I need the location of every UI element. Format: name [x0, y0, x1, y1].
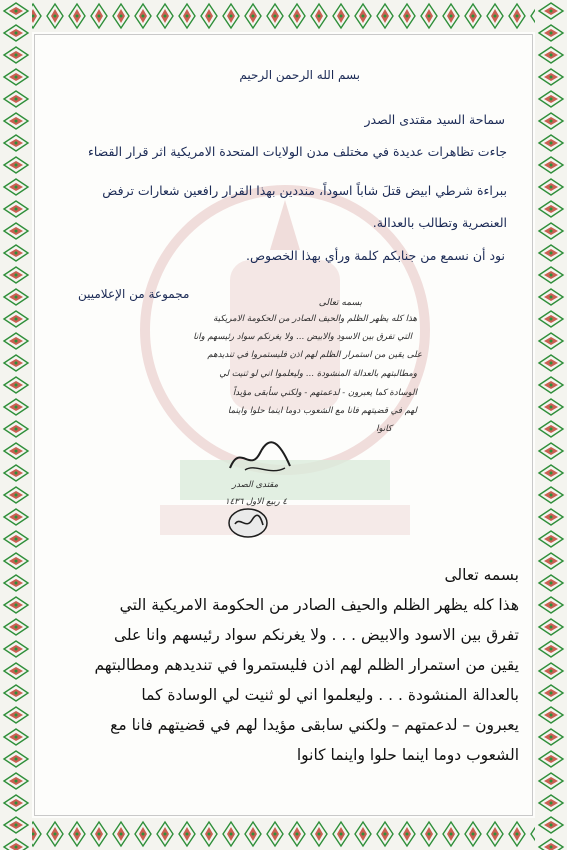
signature-name: مقتدى الصدر: [232, 480, 279, 490]
letter-addressee: سماحة السيد مقتدى الصدر: [364, 112, 505, 127]
ornamental-border-top: [0, 0, 567, 32]
transcription-line: هذا كله يظهر الظلم والحيف الصادر من الحكومة الامريكية التي: [119, 596, 519, 614]
transcription-line: بالعدالة المنشودة . . . وليعلموا اني لو ثنيت لي الوسادة كما: [141, 686, 519, 704]
letter-body-line: نود أن نسمع من جنابكم كلمة ورأي بهذا الخصوص.: [245, 248, 505, 263]
transcription-line: تفرق بين الاسود والابيض . . . ولا يغرنكم سواد رئيسهم وانا على: [113, 626, 519, 644]
ornamental-border-bottom: [0, 818, 567, 850]
transcription-line: يعبرون – لدعمتهم – ولكني سابقى مؤيدا لهم في قضيتهم فانا مع: [110, 716, 519, 734]
letter-body-line: ببراءة شرطي ابيض قتلَ شاباً اسوداً، منددين بهذا القرار رافعين شعارات ترفض: [102, 183, 507, 198]
handwritten-signature: [225, 438, 295, 478]
reply-line: الوسادة كما يعبرون - لدعمتهم - ولكني سأبقى مؤيداً: [232, 388, 417, 398]
transcription-line: الشعوب دوما اينما حلوا واينما كانوا: [296, 746, 519, 764]
reply-line: التي تفرق بين الاسود والابيض ... ولا يغرنكم سواد رئيسهم وانا: [193, 332, 412, 342]
letter-signers: مجموعة من الإعلاميين: [78, 287, 190, 301]
reply-line: على يقين من استمرار الظلم لهم اذن فليستمروا في تنديدهم: [207, 350, 422, 360]
transcription-line: يقين من استمرار الظلم لهم اذن فليستمروا في تنديدهم ومطالبتهم: [94, 656, 519, 674]
transcription-line: بسمه تعالى: [444, 566, 519, 584]
reply-line: كانوا: [376, 424, 392, 434]
reply-line: لهم في قضيتهم فانا مع الشعوب دوما اينما حلوا واينما: [227, 406, 417, 416]
letter-body-line: جاءت تظاهرات عديدة في مختلف مدن الولايات المتحدة الامريكية اثر قرار القضاء: [87, 144, 507, 159]
reply-line: ومطالبتهم بالعدالة المنشودة ... وليعلموا اني لو ثنيت لي: [219, 369, 417, 379]
signature-date: ٤ ربيع الاول ١٤٣٦: [225, 497, 287, 507]
letter-basmala: بسم الله الرحمن الرحيم: [239, 68, 360, 82]
official-seal-icon: [228, 508, 268, 538]
letter-body-line: العنصرية وتطالب بالعدالة.: [372, 215, 507, 230]
ornamental-border-left: [0, 0, 32, 850]
reply-line: بسمه تعالى: [318, 298, 362, 308]
reply-line: هذا كله يظهر الظلم والحيف الصادر من الحكومة الامريكية: [213, 314, 417, 324]
ornamental-border-right: [535, 0, 567, 850]
